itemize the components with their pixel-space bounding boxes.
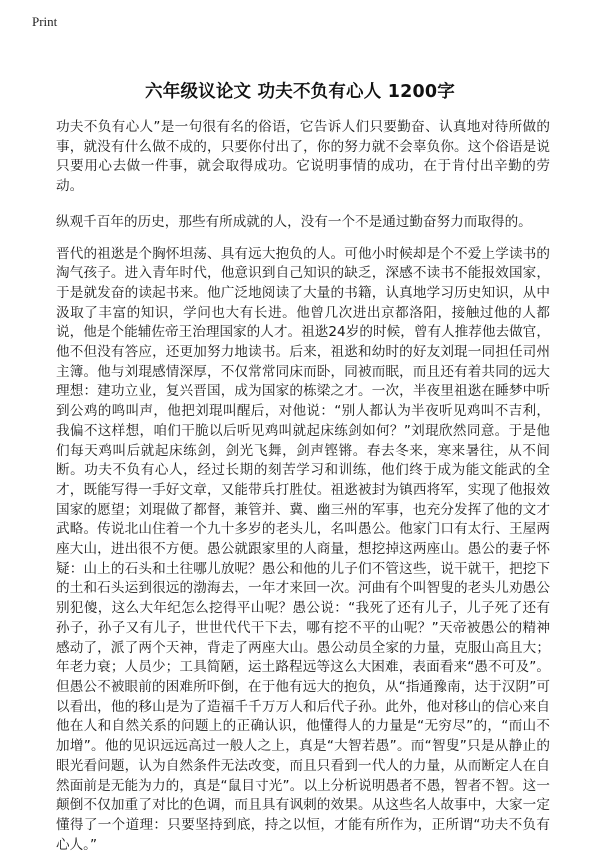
paragraph-examples: 晋代的祖逖是个胸怀坦荡、具有远大抱负的人。可他小时候却是个不爱上学读书的淘气孩子。进入青年时代，他意识到自己知识的缺乏，深感不读书不能报效国家，于是就发奋的读起书来。他广泛地阅读了大量的书籍，认真地学习历史知识，从中汲取了丰富的知识，学问也大有长进。他曾几次进出京都洛阳，接触过他的人都说，他是个能辅佐帝王治理国家的人才。祖逖24岁的时候，曾有人推荐他去做官，他不但没有答应，还更加努力地读书。后来，祖逖和幼时的好友刘琨一同担任司州主簿。他与刘琨感情深厚，不仅常常同床而卧，同被而眠，而且还有着共同的远大理想：建功立业，复兴晋国，成为国家的栋梁之才。一次，半夜里祖逖在睡梦中听到公鸡的鸣叫声，他把刘琨叫醒后，对他说：“别人都认为半夜听见鸡叫不吉利，我偏不这样想，咱们干脆以后听见鸡叫就起床练剑如何？”刘琨欣然同意。于是他们每天鸡叫后就起床练剑，剑光飞舞，剑声铿锵。春去冬来，寒来暑往，从不间断。功夫不负有心人，经过长期的刻苦学习和训练，他们终于成为能文能武的全才，既能写得一手好文章，又能带兵打胜仗。祖逖被封为镇西将军，实现了他报效国家的愿望；刘琨做了都督，兼管并、冀、幽三州的军事，也充分发挥了他的文才武略。传说北山住着一个九十多岁的老头儿，名叫愚公。他家门口有太行、王屋两座大山，进出很不方便。愚公就跟家里的人商量，想挖掉这两座山。愚公的妻子怀疑：山上的石头和土往哪儿放呢？愚公和他的儿子们不管这些，说干就干，把挖下的土和石头运到很远的渤海去，一年才来回一次。河曲有个叫智叟的老头儿劝愚公别犯傻，这么大年纪怎么挖得平山呢？愚公说：“我死了还有儿子，儿子死了还有孙子，孙子又有儿子，世世代代干下去，哪有挖不平的山呢？”天帝被愚公的精神感动了，派了两个天神，背走了两座大山。愚公动员全家的力量，克服山高且大；年老力衰；人员少；工具简陋，运土路程远等这么大困难，表面看来“愚不可及”。但愚公不被眼前的困难所吓倒，在于他有远大的抱负，从“指通豫南，达于汉阴”可以看出，他的移山是为了造福千千万万人和后代子孙。此外，他对移山的信心来自他在人和自然关系的问题上的正确认识，他懂得人的力量是“无穷尽”的，“而山不加增”。他的见识远远高过一般人之上，真是“大智若愚”。而“智叟”只是从静止的眼光看问题，认为自然条件无法改变，而且只看到一代人的力量，从而断定人在自然面前是无能为力的，真是“鼠目寸光”。以上分析说明愚者不愚，智者不智。这一颠倒不仅加重了对比的色调，而且具有讽刺的效果。从这些名人故事中，大家一定懂得了一个道理：只要坚持到底，持之以恒，才能有所作为，正所谓“功夫不负有心人。” (56, 245, 550, 853)
print-label: Print (32, 14, 58, 29)
paragraph-thesis: 纵观千百年的历史，那些有所成就的人，没有一个不是通过勤奋努力而取得的。 (56, 213, 532, 230)
page-title: 六年级议论文 功夫不负有心人 1200字 (145, 82, 455, 102)
article-body (56, 118, 550, 855)
paragraph-intro: 功夫不负有心人”是一句很有名的俗语，它告诉人们只要勤奋、认真地对待所做的事，就没有什么做不成的，只要你付出了，你的努力就不会辜负你。这个俗语是说只要用心去做一件事，就会取得成功。它说明事情的成功，在于肯付出辛勤的劳动。 (56, 119, 550, 195)
